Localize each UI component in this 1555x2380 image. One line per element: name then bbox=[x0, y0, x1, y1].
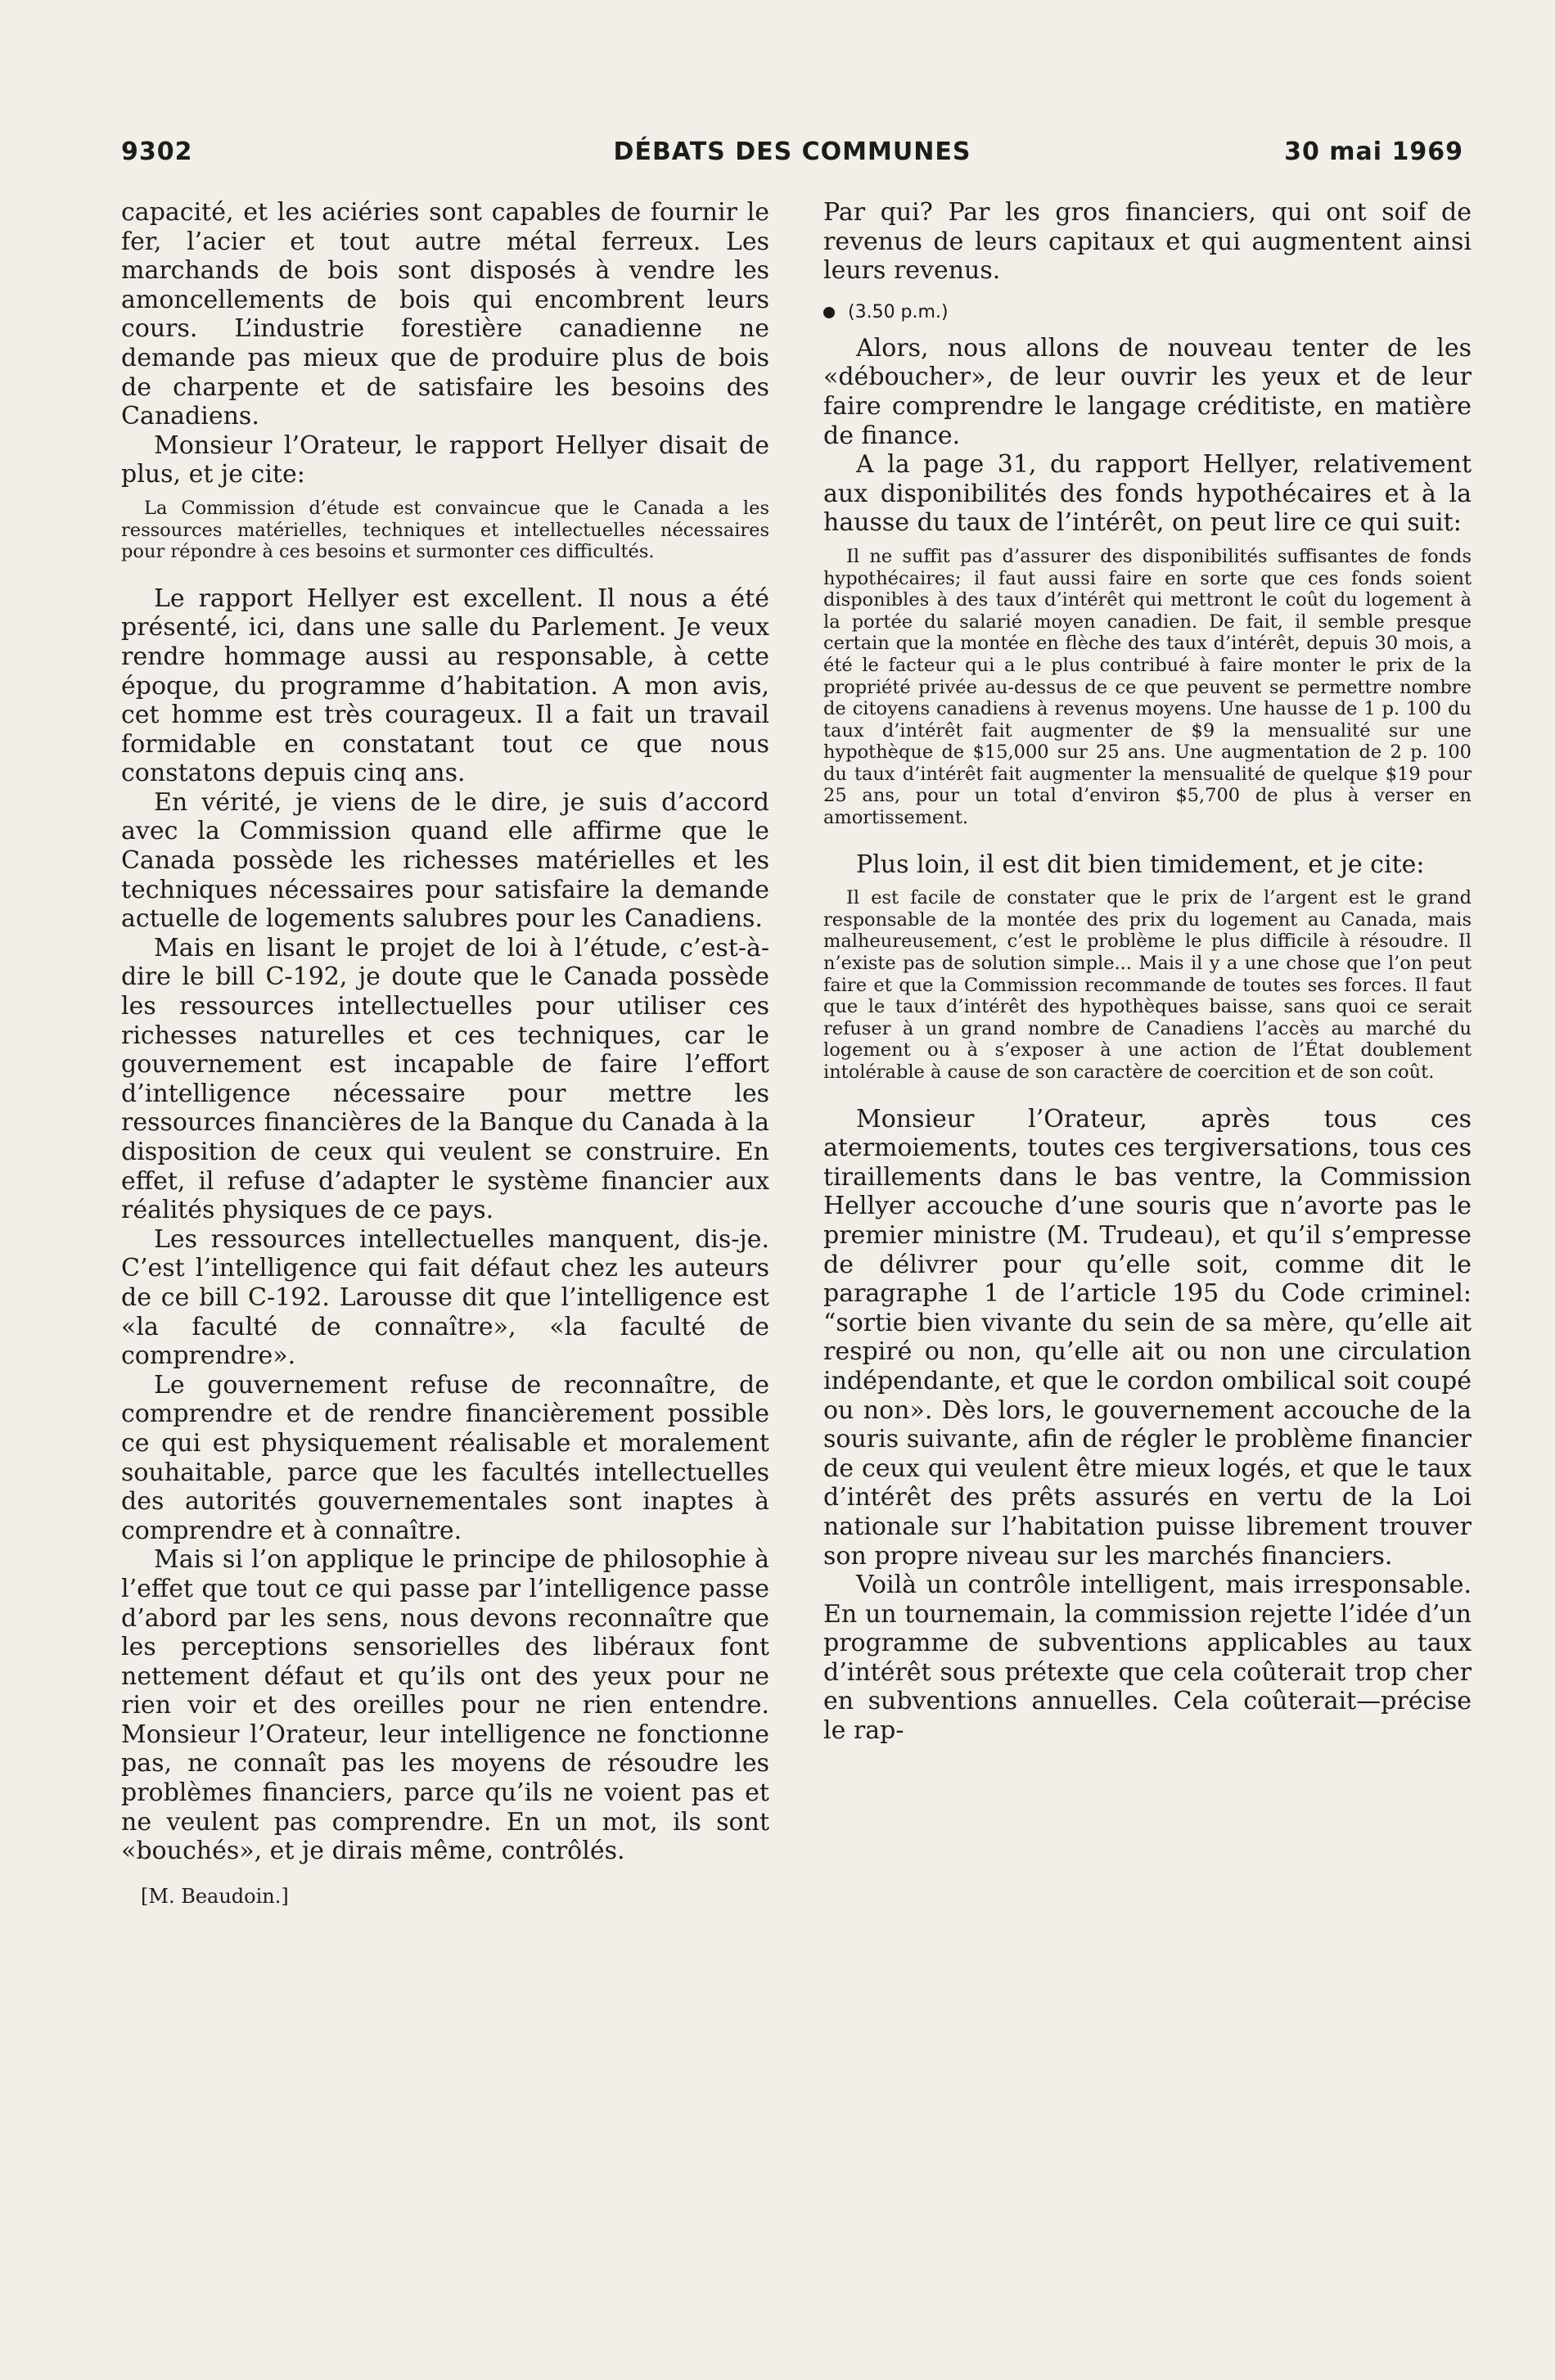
paragraph: Les ressources intellectuelles manquent, dis-je. C’est l’intelligence qui fait défaut chez les auteurs de ce bill C-192. Larousse dit que l’intelligence est «la faculté de connaître», «la faculté de comprendre». bbox=[121, 1224, 769, 1371]
paragraph: Mais si l’on applique le principe de philosophie à l’effet que tout ce qui passe par l’intelligence passe d’abord par les sens, nous devons reconnaître que les perceptions sensorielles des libéraux font nettement défaut et qu’ils ont des yeux pour ne rien voir et des oreilles pour ne rien entendre. Monsieur l’Orateur, leur intelligence ne fonctionne pas, ne connaît pas les moyens de résoudre les problèmes financiers, parce qu’ils ne voient pas et ne veulent pas comprendre. En un mot, ils sont «bouchés», et je dirais même, contrôlés. bbox=[121, 1545, 769, 1866]
block-quote: Il ne suffit pas d’assurer des disponibilités suffisantes de fonds hypothécaires; il faut aussi faire en sorte que ces fonds soient disponibles à des taux d’intérêt qui mettront le coût du logement à la portée du salarié moyen canadien. De fait, il semble presque certain que la montée en flèche des taux d’intérêt, depuis 30 mois, a été le facteur qui a le plus contribué à faire monter le prix de la propriété privée au-dessus de ce que peuvent se permettre nombre de citoyens canadiens à revenus moyens. Une hausse de 1 p. 100 du taux d’intérêt fait augmenter de $9 la mensualité sur une hypothèque de $15,000 sur 25 ans. Une augmentation de 2 p. 100 du taux d’intérêt fait augmenter la mensualité de quelque $19 pour 25 ans, pour un total d’environ $5,700 de plus à verser en amortissement. bbox=[823, 545, 1472, 829]
right-column bbox=[823, 198, 1472, 1746]
paragraph: Plus loin, il est dit bien timidement, et je cite: bbox=[856, 850, 1425, 879]
time-marker-text: (3.50 p.m.) bbox=[848, 301, 949, 322]
paragraph: Par qui? Par les gros financiers, qui ont soif de revenus de leurs capitaux et qui augmentent ainsi leurs revenus. bbox=[823, 198, 1472, 286]
paragraph: Monsieur l’Orateur, le rapport Hellyer disait de plus, et je cite: bbox=[121, 430, 769, 489]
paragraph: Voilà un contrôle intelligent, mais irresponsable. En un tournemain, la commission rejette l’idée d’un programme de subventions applicables au taux d’intérêt sous prétexte que cela coûterait trop cher en subventions annuelles. Cela coûterait—précise le rap- bbox=[823, 1571, 1472, 1746]
paragraph: A la page 31, du rapport Hellyer, relativement aux disponibilités des fonds hypothécaires et à la hausse du taux de l’intérêt, on peut lire ce qui suit: bbox=[823, 450, 1472, 538]
paragraph: Alors, nous allons de nouveau tenter de les «déboucher», de leur ouvrir les yeux et de leur faire comprendre le langage créditiste, en matière de finance. bbox=[823, 333, 1472, 450]
paragraph: Monsieur l’Orateur, après tous ces atermoiements, toutes ces tergiversations, tous ces tiraillements dans le bas ventre, la Commission Hellyer accouche d’une souris que n’avorte pas le premier ministre (M. Trudeau), et qu’il s’empresse de délivrer pour qu’elle soit, comme dit le paragraphe 1 de l’article 195 du Code criminel: “sortie bien vivante du sein de sa mère, qu’elle ait respiré ou non, qu’elle ait ou non une circulation indépendante, et que le cordon ombilical soit coupé ou non». Dès lors, le gouvernement accouche de la souris suivante, afin de régler le problème financier de ceux qui veulent être mieux logés, et que le taux d’intérêt des prêts assurés en vertu de la Loi nationale sur l’habitation puisse librement trouver son propre niveau sur les marchés financiers. bbox=[823, 1104, 1472, 1571]
page-number: 9302 bbox=[121, 137, 193, 166]
block-quote: La Commission d’étude est convaincue que le Canada a les ressources matérielles, techniques et intellectuelles nécessaires pour répondre à ces besoins et surmonter ces difficultés. bbox=[121, 497, 769, 563]
page-header bbox=[121, 137, 1463, 174]
running-title: DÉBATS DES COMMUNES bbox=[613, 137, 971, 166]
paragraph: Le gouvernement refuse de reconnaître, de comprendre et de rendre financièrement possible ce qui est physiquement réalisable et moralement souhaitable, parce que les facultés intellectuelles des autorités gouvernementales sont inaptes à comprendre et à connaître. bbox=[121, 1370, 769, 1545]
paragraph: En vérité, je viens de le dire, je suis d’accord avec la Commission quand elle affirme que le Canada possède les richesses matérielles et les techniques nécessaires pour satisfaire la demande actuelle de logements salubres pour les Canadiens. bbox=[121, 787, 769, 934]
speaker-attribution: [M. Beaudoin.] bbox=[141, 1884, 289, 1908]
page-date: 30 mai 1969 bbox=[1284, 137, 1463, 166]
bullet-icon bbox=[823, 307, 835, 318]
paragraph: capacité, et les aciéries sont capables de fournir le fer, l’acier et tout autre métal ferreux. Les marchands de bois sont disposés à vendre les amoncellements de bois qui encombrent leurs cours. L’industrie forestière canadienne ne demande pas mieux que de produire plus de bois de charpente et de satisfaire les besoins des Canadiens. bbox=[121, 198, 769, 431]
block-quote: Il est facile de constater que le prix de l’argent est le grand responsable de la montée des prix du logement au Canada, mais malheureusement, c’est le problème le plus difficile à résoudre. Il n’existe pas de solution simple... Mais il y a une chose que l’on peut faire et que la Commission recommande de toutes ses forces. Il faut que le taux d’intérêt des hypothèques baisse, sans quoi ce serait refuser à un grand nombre de Canadiens l’accès au marché du logement ou à s’exposer à une action de l’État doublement intolérable à cause de son caractère de coercition et de son coût. bbox=[823, 887, 1472, 1083]
paragraph: Le rapport Hellyer est excellent. Il nous a été présenté, ici, dans une salle du Parlement. Je veux rendre hommage aussi au responsable, à cette époque, du programme d’habitation. A mon avis, cet homme est très courageux. Il a fait un travail formidable en constatant tout ce que nous constatons depuis cinq ans. bbox=[121, 584, 769, 788]
left-column bbox=[121, 198, 769, 1911]
time-marker bbox=[823, 302, 1472, 322]
paragraph: Mais en lisant le projet de loi à l’étude, c’est-à-dire le bill C-192, je doute que le Canada possède les ressources intellectuelles pour utiliser ces richesses naturelles et ces techniques, car le gouvernement est incapable de faire l’effort d’intelligence nécessaire pour mettre les ressources financières de la Banque du Canada à la disposition de ceux qui veulent se construire. En effet, il refuse d’adapter le système financier aux réalités physiques de ce pays. bbox=[121, 933, 769, 1225]
